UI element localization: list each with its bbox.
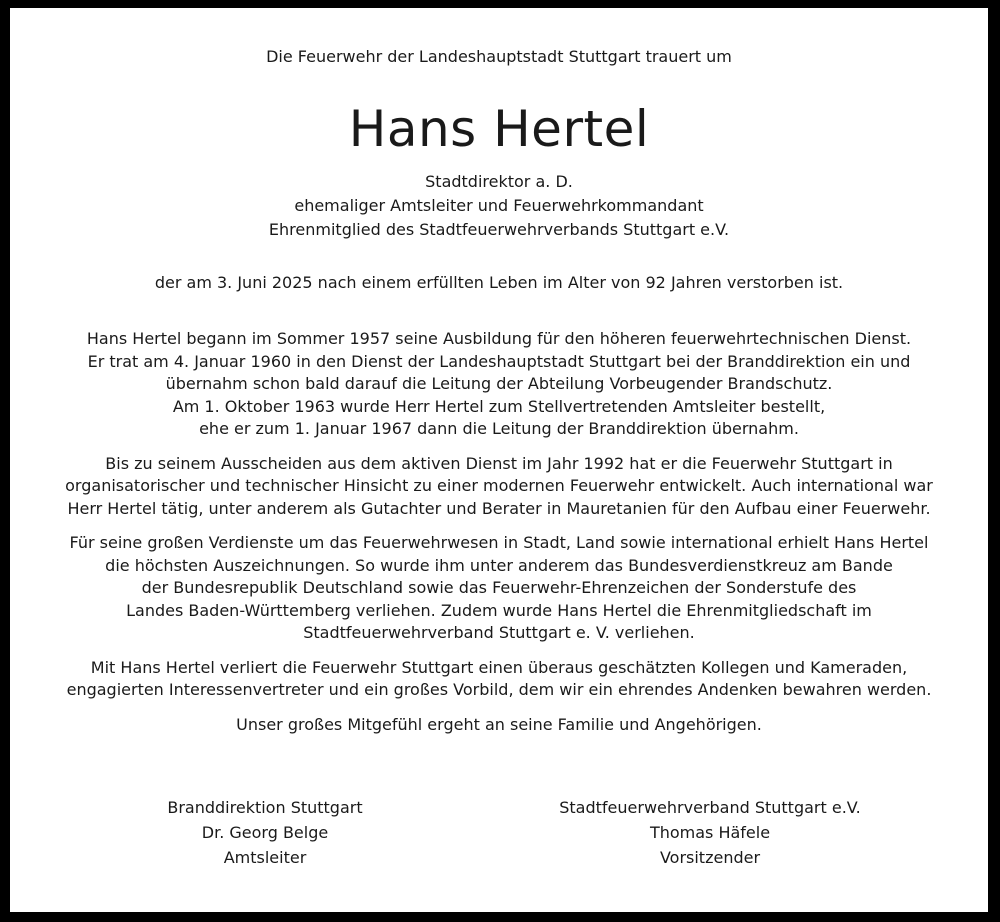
obituary-body [10, 328, 988, 748]
signature-organization: Branddirektion Stuttgart [167, 798, 363, 817]
text-line: organisatorischer und technischer Hinsicht zu einer modernen Feuerwehr entwickelt. Auch international war [65, 476, 933, 495]
text-line: Am 1. Oktober 1963 wurde Herr Hertel zum Stellvertretenden Amtsleiter bestellt, [172, 396, 826, 416]
paragraph-tribute [10, 657, 988, 702]
signature-person: Thomas Häfele [649, 823, 771, 842]
signature-stadtfeuerwehrverband [540, 795, 880, 870]
paragraph-condolence [10, 714, 988, 737]
signature-organization: Stadtfeuerwehrverband Stuttgart e.V. [559, 798, 861, 817]
paragraph-career [10, 328, 988, 441]
titles-block [10, 170, 988, 242]
signature-role: Vorsitzender [659, 848, 761, 867]
paragraph-honors [10, 532, 988, 645]
signature-branddirektion [140, 795, 390, 870]
death-line: der am 3. Juni 2025 nach einem erfüllten Leben im Alter von 92 Jahren verstorben ist. [154, 273, 844, 292]
signature-role: Amtsleiter [223, 848, 307, 867]
text-line: Mit Hans Hertel verliert die Feuerwehr Stuttgart einen überaus geschätzten Kollegen und Kameraden, [90, 657, 908, 677]
text-line: Unser großes Mitgefühl ergeht an seine Familie und Angehörigen. [236, 714, 762, 734]
paragraph-achievements [10, 453, 988, 521]
text-line: Herr Hertel tätig, unter anderem als Gutachter und Berater in Mauretanien für den Aufbau einer Feuerwehr. [67, 498, 931, 518]
text-line: übernahm schon bald darauf die Leitung der Abteilung Vorbeugender Brandschutz. [165, 374, 833, 393]
title-line: ehemaliger Amtsleiter und Feuerwehrkommandant [294, 196, 704, 215]
title-line: Stadtdirektor a. D. [425, 172, 573, 191]
obituary-notice [10, 8, 988, 912]
title-line: Ehrenmitglied des Stadtfeuerwehrverbands Stuttgart e.V. [268, 220, 730, 239]
text-line: der Bundesrepublik Deutschland sowie das Feuerwehr-Ehrenzeichen der Sonderstufe des [141, 578, 857, 597]
intro-line: Die Feuerwehr der Landeshauptstadt Stuttgart trauert um [266, 47, 732, 66]
text-line: Bis zu seinem Ausscheiden aus dem aktiven Dienst im Jahr 1992 hat er die Feuerwehr Stuttgart in [105, 453, 893, 473]
text-line: Er trat am 4. Januar 1960 in den Dienst der Landeshauptstadt Stuttgart bei der Branddirektion ein und [87, 351, 911, 371]
deceased-name: Hans Hertel [348, 100, 650, 158]
text-line: Landes Baden-Württemberg verliehen. Zudem wurde Hans Hertel die Ehrenmitgliedschaft im [126, 600, 872, 620]
text-line: engagierten Interessenvertreter und ein großes Vorbild, dem wir ein ehrendes Andenken bewahren werden. [66, 680, 932, 699]
text-line: Stadtfeuerwehrverband Stuttgart e. V. verliehen. [303, 623, 695, 642]
text-line: Für seine großen Verdienste um das Feuerwehrwesen in Stadt, Land sowie international erhielt Hans Hertel [69, 533, 929, 552]
signature-person: Dr. Georg Belge [201, 823, 329, 842]
text-line: die höchsten Auszeichnungen. So wurde ihm unter anderem das Bundesverdienstkreuz am Bande [105, 555, 893, 575]
text-line: Hans Hertel begann im Sommer 1957 seine Ausbildung für den höheren feuerwehrtechnischen Dienst. [86, 329, 912, 348]
text-line: ehe er zum 1. Januar 1967 dann die Leitung der Branddirektion übernahm. [199, 419, 799, 438]
